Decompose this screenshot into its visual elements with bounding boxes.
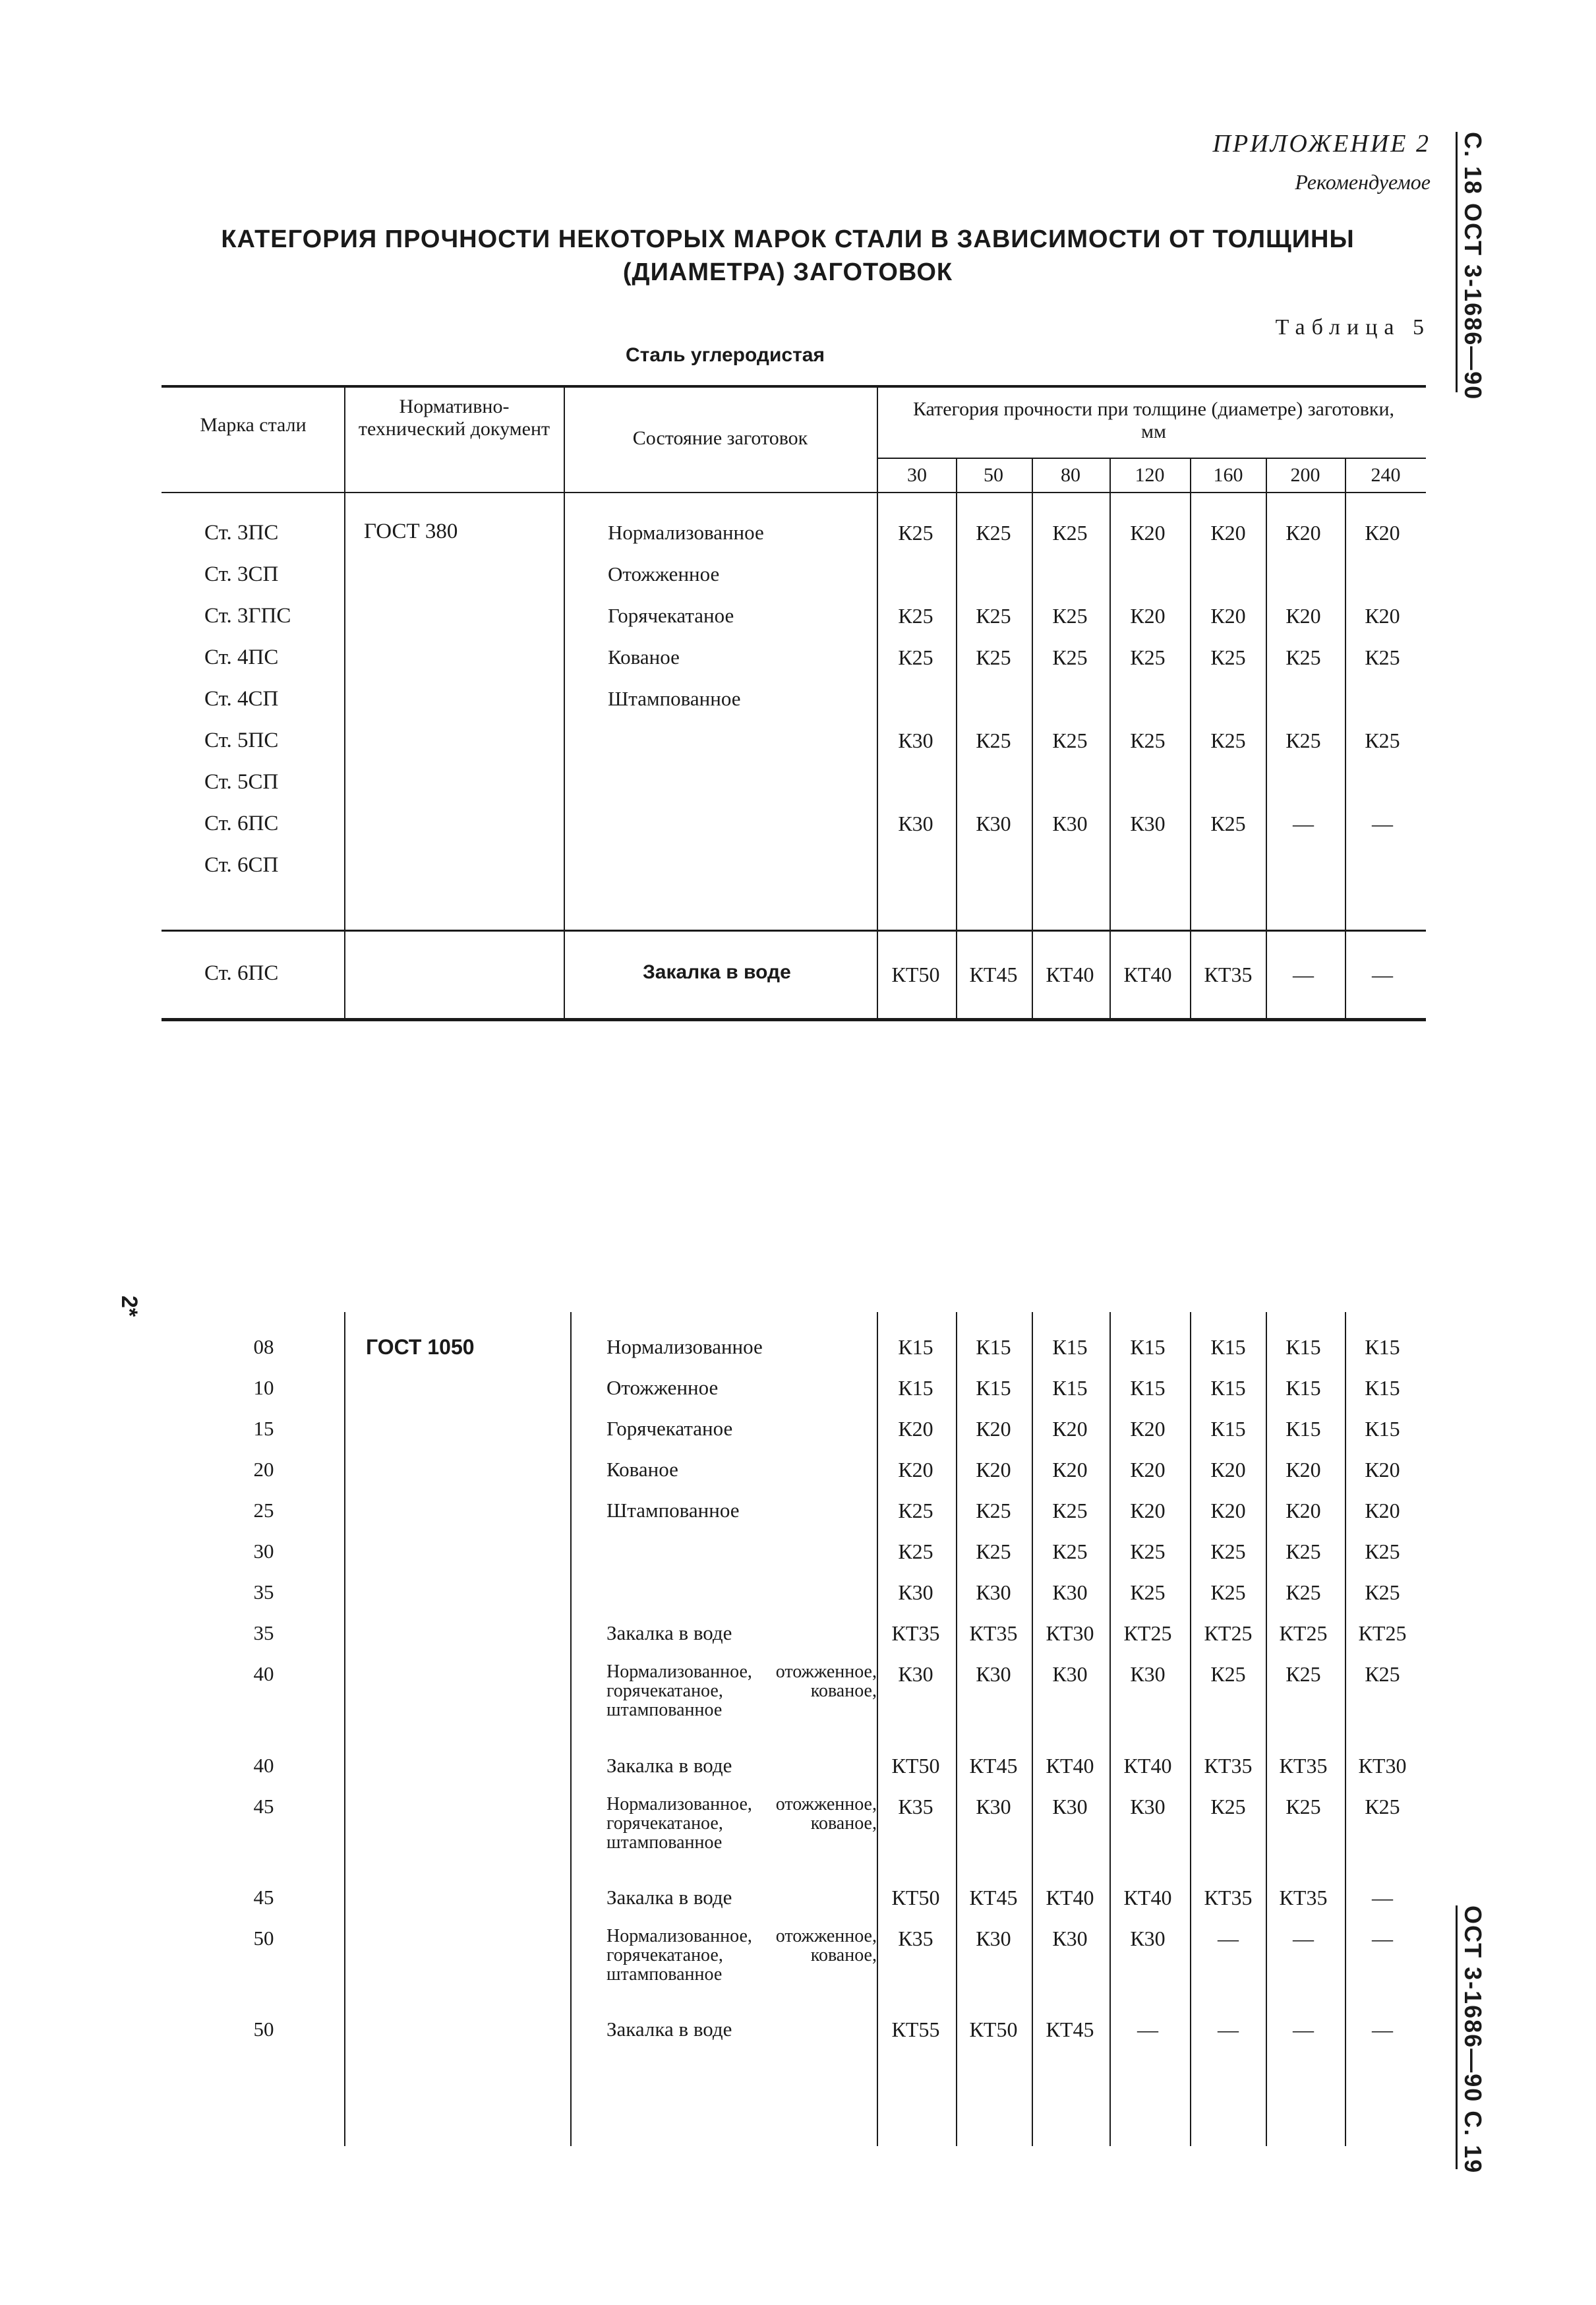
- strength-value: К15: [1286, 1335, 1321, 1359]
- state-cell: Нормализованное: [606, 1335, 763, 1358]
- strength-value: К25: [898, 1499, 933, 1522]
- grade-cell: Ст. 6СП: [204, 853, 279, 877]
- grade-cell: Ст. 3СП: [204, 562, 279, 586]
- strength-value: К25: [1210, 812, 1246, 835]
- strength-value: К15: [1365, 1417, 1400, 1441]
- strength-value: К20: [1130, 521, 1166, 545]
- strength-value: К30: [1052, 812, 1088, 835]
- strength-value: К15: [1365, 1335, 1400, 1359]
- strength-value: К30: [1130, 1662, 1166, 1686]
- strength-value: —: [1372, 2018, 1393, 2041]
- strength-value: КТ40: [1046, 963, 1094, 986]
- strength-value: К15: [898, 1376, 933, 1400]
- strength-value: К30: [1052, 1580, 1088, 1604]
- strength-value: К20: [1210, 1499, 1246, 1522]
- strength-value: К30: [898, 1580, 933, 1604]
- strength-value: К20: [1052, 1417, 1088, 1441]
- grade-cell: 35: [253, 1580, 274, 1603]
- strength-value: —: [1293, 1927, 1314, 1950]
- margin-running-head-top: С. 18 ОСТ 3-1686—90: [1460, 132, 1487, 401]
- thickness-120: 120: [1135, 464, 1165, 486]
- col-divider-3: [877, 386, 878, 1019]
- strength-value: КТ25: [1358, 1621, 1407, 1645]
- strength-value: К20: [976, 1417, 1011, 1441]
- strength-value: К25: [1052, 645, 1088, 669]
- strength-value: —: [1372, 1886, 1393, 1909]
- strength-value: К25: [1365, 1540, 1400, 1563]
- state-cell: Нормализованное, отожженное, горячекатаное, кованое, штампованное: [606, 1661, 877, 1720]
- appendix-label: ПРИЛОЖЕНИЕ 2: [1212, 130, 1431, 158]
- state-cell: Горячекатаное: [608, 604, 734, 627]
- table-number: Таблица 5: [1275, 315, 1431, 340]
- col-divider-6: [1109, 459, 1111, 1019]
- strength-value: К30: [898, 812, 933, 835]
- strength-value: К25: [1052, 521, 1088, 545]
- page-title: [145, 223, 1431, 289]
- state-cell: Горячекатаное: [606, 1417, 733, 1440]
- strength-value: К20: [1052, 1458, 1088, 1482]
- strength-value: К25: [976, 1499, 1011, 1522]
- strength-value: К15: [1130, 1376, 1166, 1400]
- strength-value: К30: [976, 812, 1011, 835]
- header-doc: Нормативно-технический документ: [358, 396, 550, 440]
- strength-value: К25: [1130, 645, 1166, 669]
- strength-value: К20: [1130, 1499, 1166, 1522]
- strength-value: К20: [1365, 604, 1400, 628]
- strength-value: К25: [1210, 645, 1246, 669]
- strength-value: К30: [976, 1795, 1011, 1818]
- strength-value: КТ40: [1123, 963, 1172, 986]
- strength-value: К25: [1286, 1662, 1321, 1686]
- cont-col-divider-3: [877, 1312, 878, 2146]
- strength-value: К25: [1210, 1580, 1246, 1604]
- strength-value: КТ30: [1358, 1754, 1407, 1778]
- strength-value: КТ50: [891, 1754, 940, 1778]
- col-divider-1: [344, 386, 345, 1019]
- strength-value: К20: [1130, 1458, 1166, 1482]
- strength-value: —: [1137, 2018, 1158, 2041]
- state-cell: Отожженное: [606, 1376, 719, 1399]
- strength-value: К30: [1052, 1662, 1088, 1686]
- strength-value: К25: [1130, 1540, 1166, 1563]
- col-divider-7: [1190, 459, 1191, 1019]
- strength-value: К30: [976, 1580, 1011, 1604]
- strength-value: К20: [1286, 1458, 1321, 1482]
- strength-value: К20: [1365, 1458, 1400, 1482]
- strength-value: К25: [1286, 1580, 1321, 1604]
- grade-cell: Ст. 5ПС: [204, 729, 279, 752]
- strength-value: К20: [1365, 521, 1400, 545]
- strength-value: К25: [1286, 1795, 1321, 1818]
- table-top-rule: [162, 385, 1426, 388]
- strength-value: К25: [898, 645, 933, 669]
- strength-value: К15: [898, 1335, 933, 1359]
- cont-col-divider-5: [1032, 1312, 1033, 2146]
- strength-value: —: [1293, 963, 1314, 986]
- grade-cell: 40: [253, 1662, 274, 1685]
- thickness-30: 30: [907, 464, 927, 486]
- strength-value: КТ45: [969, 1754, 1018, 1778]
- strength-value: К25: [1052, 1540, 1088, 1563]
- state-cell: Отожженное: [608, 562, 720, 585]
- strength-value: К25: [976, 729, 1011, 752]
- strength-value: К25: [1365, 1795, 1400, 1818]
- strength-value: К20: [1286, 604, 1321, 628]
- header-sub-rule: [877, 458, 1426, 459]
- table-subtitle: Сталь углеродистая: [626, 344, 825, 366]
- strength-value: К15: [1052, 1335, 1088, 1359]
- recommended-label: Рекомендуемое: [1295, 170, 1431, 194]
- grade-cell: Ст. 6ПС: [204, 812, 279, 835]
- strength-value: К20: [898, 1417, 933, 1441]
- strength-value: К20: [1210, 1458, 1246, 1482]
- strength-value: К25: [1365, 645, 1400, 669]
- strength-value: К20: [976, 1458, 1011, 1482]
- strength-value: КТ40: [1123, 1754, 1172, 1778]
- strength-value: К25: [1052, 729, 1088, 752]
- strength-value: К25: [1286, 729, 1321, 752]
- strength-value: КТ55: [891, 2018, 940, 2041]
- strength-value: КТ40: [1123, 1886, 1172, 1909]
- strength-value: К25: [1052, 604, 1088, 628]
- strength-value: К20: [1365, 1499, 1400, 1522]
- strength-value: К25: [898, 521, 933, 545]
- strength-value: КТ35: [1204, 1886, 1253, 1909]
- state-cell: Закалка в воде: [606, 2018, 732, 2041]
- strength-value: К30: [976, 1927, 1011, 1950]
- strength-value: К25: [1130, 1580, 1166, 1604]
- state-cell: Нормализованное: [608, 521, 764, 544]
- thickness-50: 50: [984, 464, 1003, 486]
- grade-cell: 20: [253, 1458, 274, 1481]
- strength-value: КТ35: [1279, 1886, 1328, 1909]
- grade-cell: Ст. 5СП: [204, 770, 279, 794]
- grade-cell: 45: [253, 1886, 274, 1909]
- state-cell: Нормализованное, отожженное, горячекатаное, кованое, штампованное: [606, 1794, 877, 1853]
- strength-value: КТ45: [969, 963, 1018, 986]
- strength-value: КТ40: [1046, 1754, 1094, 1778]
- strength-value: К30: [1052, 1927, 1088, 1950]
- strength-value: —: [1372, 1927, 1393, 1950]
- header-grade: Марка стали: [200, 414, 307, 436]
- state-cell: Закалка в воде: [606, 1754, 732, 1777]
- strength-value: К25: [1210, 1540, 1246, 1563]
- strength-value: КТ40: [1046, 1886, 1094, 1909]
- block2-grade: Ст. 6ПС: [204, 961, 279, 985]
- strength-value: К25: [1130, 729, 1166, 752]
- state-cell: Кованое: [606, 1458, 678, 1481]
- strength-value: КТ25: [1204, 1621, 1253, 1645]
- state-cell: Закалка в воде: [606, 1886, 732, 1909]
- table-bottom-rule: [162, 1018, 1426, 1021]
- strength-value: К25: [1210, 1795, 1246, 1818]
- grade-cell: 45: [253, 1795, 274, 1818]
- grade-cell: 15: [253, 1417, 274, 1440]
- strength-value: К20: [1210, 604, 1246, 628]
- grade-cell: 35: [253, 1621, 274, 1644]
- strength-value: КТ50: [891, 963, 940, 986]
- grade-cell: Ст. 4СП: [204, 687, 279, 711]
- grade-cell: Ст. 3ГПС: [204, 604, 291, 628]
- strength-value: К15: [976, 1376, 1011, 1400]
- header-category: Категория прочности при толщине (диаметре) заготовки, мм: [912, 398, 1395, 442]
- strength-value: К15: [1210, 1417, 1246, 1441]
- strength-value: КТ35: [969, 1621, 1018, 1645]
- margin-running-head-bottom: ОСТ 3-1686—90 С. 19: [1460, 1905, 1487, 2174]
- strength-value: К30: [1052, 1795, 1088, 1818]
- strength-value: К25: [1052, 1499, 1088, 1522]
- strength-value: К15: [1052, 1376, 1088, 1400]
- cont-col-divider-1: [344, 1312, 345, 2146]
- strength-value: —: [1293, 812, 1314, 835]
- col-divider-2: [564, 386, 565, 1019]
- strength-value: КТ25: [1123, 1621, 1172, 1645]
- strength-value: К30: [1130, 812, 1166, 835]
- strength-value: —: [1218, 1927, 1239, 1950]
- strength-value: —: [1218, 2018, 1239, 2041]
- strength-value: К25: [1210, 729, 1246, 752]
- strength-value: КТ45: [969, 1886, 1018, 1909]
- strength-value: К15: [1210, 1335, 1246, 1359]
- strength-value: —: [1372, 812, 1393, 835]
- state-cell: Штампованное: [608, 687, 741, 710]
- strength-value: К15: [1130, 1335, 1166, 1359]
- strength-value: К25: [976, 604, 1011, 628]
- strength-value: К20: [1130, 1417, 1166, 1441]
- state-cell: Закалка в воде: [606, 1621, 732, 1644]
- strength-value: К25: [1365, 729, 1400, 752]
- strength-value: К25: [1286, 1540, 1321, 1563]
- strength-value: КТ35: [891, 1621, 940, 1645]
- strength-value: К20: [1286, 1499, 1321, 1522]
- strength-value: К20: [898, 1458, 933, 1482]
- strength-value: К25: [1365, 1662, 1400, 1686]
- block1-doc: ГОСТ 380: [364, 520, 458, 543]
- grade-cell: Ст. 3ПС: [204, 521, 279, 545]
- strength-value: К35: [898, 1927, 933, 1950]
- strength-value: К30: [1130, 1927, 1166, 1950]
- strength-value: —: [1293, 2018, 1314, 2041]
- state-cell: Кованое: [608, 645, 680, 669]
- margin-rule-bottom: [1456, 1905, 1458, 2169]
- state-cell: Нормализованное, отожженное, горячекатаное, кованое, штампованное: [606, 1926, 877, 1985]
- title-line-2: (ДИАМЕТРА) ЗАГОТОВОК: [622, 258, 953, 286]
- strength-value: К30: [898, 729, 933, 752]
- strength-value: К30: [1130, 1795, 1166, 1818]
- strength-value: КТ30: [1046, 1621, 1094, 1645]
- strength-value: К20: [1210, 521, 1246, 545]
- strength-value: К20: [1130, 604, 1166, 628]
- strength-value: КТ35: [1279, 1754, 1328, 1778]
- strength-value: К25: [1286, 645, 1321, 669]
- header-state: Состояние заготовок: [632, 427, 808, 449]
- grade-cell: 50: [253, 2018, 274, 2041]
- page-mark: 2*: [117, 1296, 142, 1317]
- strength-value: К20: [1286, 521, 1321, 545]
- block2-state: Закалка в воде: [643, 961, 791, 983]
- title-line-1: КАТЕГОРИЯ ПРОЧНОСТИ НЕКОТОРЫХ МАРОК СТАЛИ В ЗАВИСИМОСТИ ОТ ТОЛЩИНЫ: [221, 225, 1355, 253]
- thickness-200: 200: [1290, 464, 1320, 486]
- strength-value: КТ50: [969, 2018, 1018, 2041]
- strength-value: К15: [1286, 1376, 1321, 1400]
- block3-doc: ГОСТ 1050: [366, 1335, 475, 1359]
- strength-value: К15: [1365, 1376, 1400, 1400]
- cont-col-divider-2: [570, 1312, 572, 2146]
- grade-cell: 50: [253, 1927, 274, 1950]
- strength-value: К15: [976, 1335, 1011, 1359]
- strength-value: К15: [1210, 1376, 1246, 1400]
- margin-rule-top: [1456, 132, 1458, 392]
- grade-cell: 40: [253, 1754, 274, 1777]
- strength-value: —: [1372, 963, 1393, 986]
- cont-col-divider-7: [1190, 1312, 1191, 2146]
- col-divider-5: [1032, 459, 1033, 1019]
- thickness-160: 160: [1213, 464, 1243, 486]
- block2-top-rule: [162, 930, 1426, 932]
- strength-value: К35: [898, 1795, 933, 1818]
- strength-value: К30: [898, 1662, 933, 1686]
- grade-cell: 08: [253, 1335, 274, 1358]
- strength-value: К25: [976, 521, 1011, 545]
- strength-value: К25: [1365, 1580, 1400, 1604]
- strength-value: КТ50: [891, 1886, 940, 1909]
- strength-value: КТ35: [1204, 963, 1253, 986]
- strength-value: К25: [976, 645, 1011, 669]
- strength-value: КТ45: [1046, 2018, 1094, 2041]
- strength-value: К25: [898, 1540, 933, 1563]
- cont-col-divider-6: [1109, 1312, 1111, 2146]
- thickness-240: 240: [1371, 464, 1401, 486]
- grade-cell: Ст. 4ПС: [204, 645, 279, 669]
- thickness-80: 80: [1061, 464, 1080, 486]
- grade-cell: 10: [253, 1376, 274, 1399]
- strength-value: КТ25: [1279, 1621, 1328, 1645]
- strength-value: К25: [1210, 1662, 1246, 1686]
- strength-value: К25: [976, 1540, 1011, 1563]
- state-cell: Штампованное: [606, 1499, 740, 1522]
- grade-cell: 30: [253, 1540, 274, 1563]
- strength-value: К25: [898, 604, 933, 628]
- grade-cell: 25: [253, 1499, 274, 1522]
- strength-value: К30: [976, 1662, 1011, 1686]
- strength-value: КТ35: [1204, 1754, 1253, 1778]
- header-bottom-rule: [162, 492, 1426, 493]
- strength-value: К15: [1286, 1417, 1321, 1441]
